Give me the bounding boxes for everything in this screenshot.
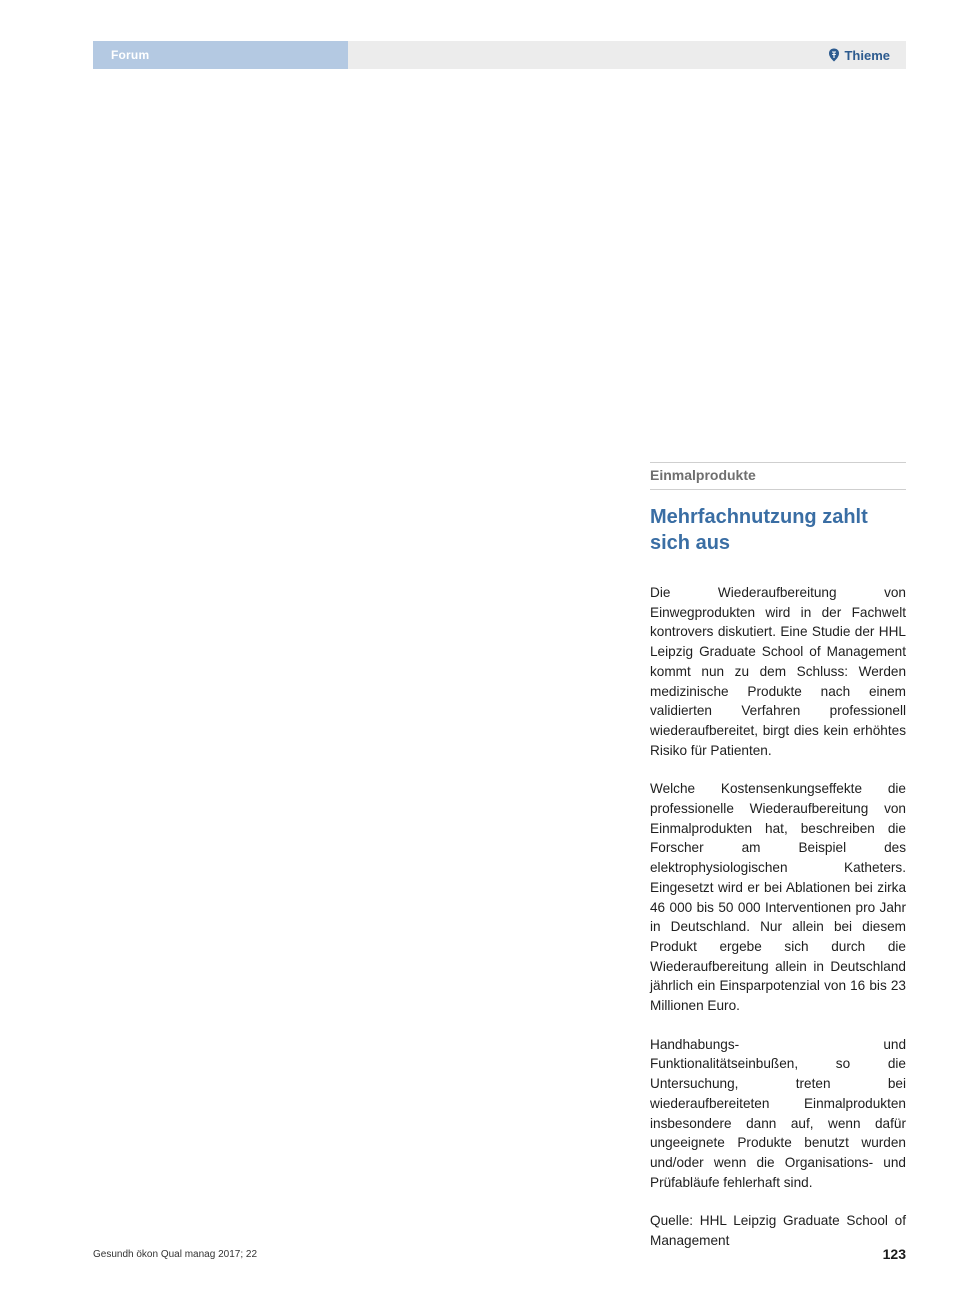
page-header <box>93 41 906 69</box>
section-tab <box>93 41 348 69</box>
article-paragraph: Handhabungs- und Funktionalitätseinbußen, so die Untersuchung, treten bei wiederaufbereiteten Einmalprodukten insbesondere dann auf, wenn dafür ungeeignete Produkte benutzt wurden und/oder wenn die Organisations- und Prüfabläufe fehlerhaft sind. <box>650 1036 906 1190</box>
article-category: Einmalprodukte <box>650 467 756 483</box>
section-label: Forum <box>111 48 150 62</box>
journal-citation: Gesundh ökon Qual manag 2017; 22 <box>93 1249 258 1260</box>
page-number: 123 <box>882 1246 906 1262</box>
article-headline: Mehrfachnutzung zahlt sich aus <box>650 506 868 554</box>
category-divider <box>650 489 906 490</box>
thieme-logo-icon <box>828 48 840 62</box>
publisher-brand <box>828 46 890 64</box>
news-article <box>650 462 906 1251</box>
brand-name: Thieme <box>844 47 890 63</box>
article-paragraph: Die Wiederaufbereitung von Einwegprodukten wird in der Fachwelt kontrovers diskutiert. Eine Studie der HHL Leipzig Graduate School of Management kommt nun zu dem Schluss: Werden medizinische Produkte nach einem validierten Verfahren professionell wiederaufbereitet, birgt dies kein erhöhtes Risiko für Patienten. <box>650 585 906 758</box>
article-paragraph: Welche Kostensenkungseffekte die professionelle Wiederaufbereitung von Einmalprodukten hat, beschreiben die Forscher am Beispiel des elektrophysiologischen Katheters. Eingesetzt wird er bei Ablationen bei zirka 46 000 bis 50 000 Interventionen pro Jahr in Deutschland. Nur allein bei diesem Produkt ergebe sich durch die Wiederaufbereitung allein in Deutschland jährlich ein Einsparpotenzial von 16 bis 23 Millionen Euro. <box>650 781 906 1014</box>
article-source: Quelle: HHL Leipzig Graduate School of Management <box>650 1213 906 1249</box>
